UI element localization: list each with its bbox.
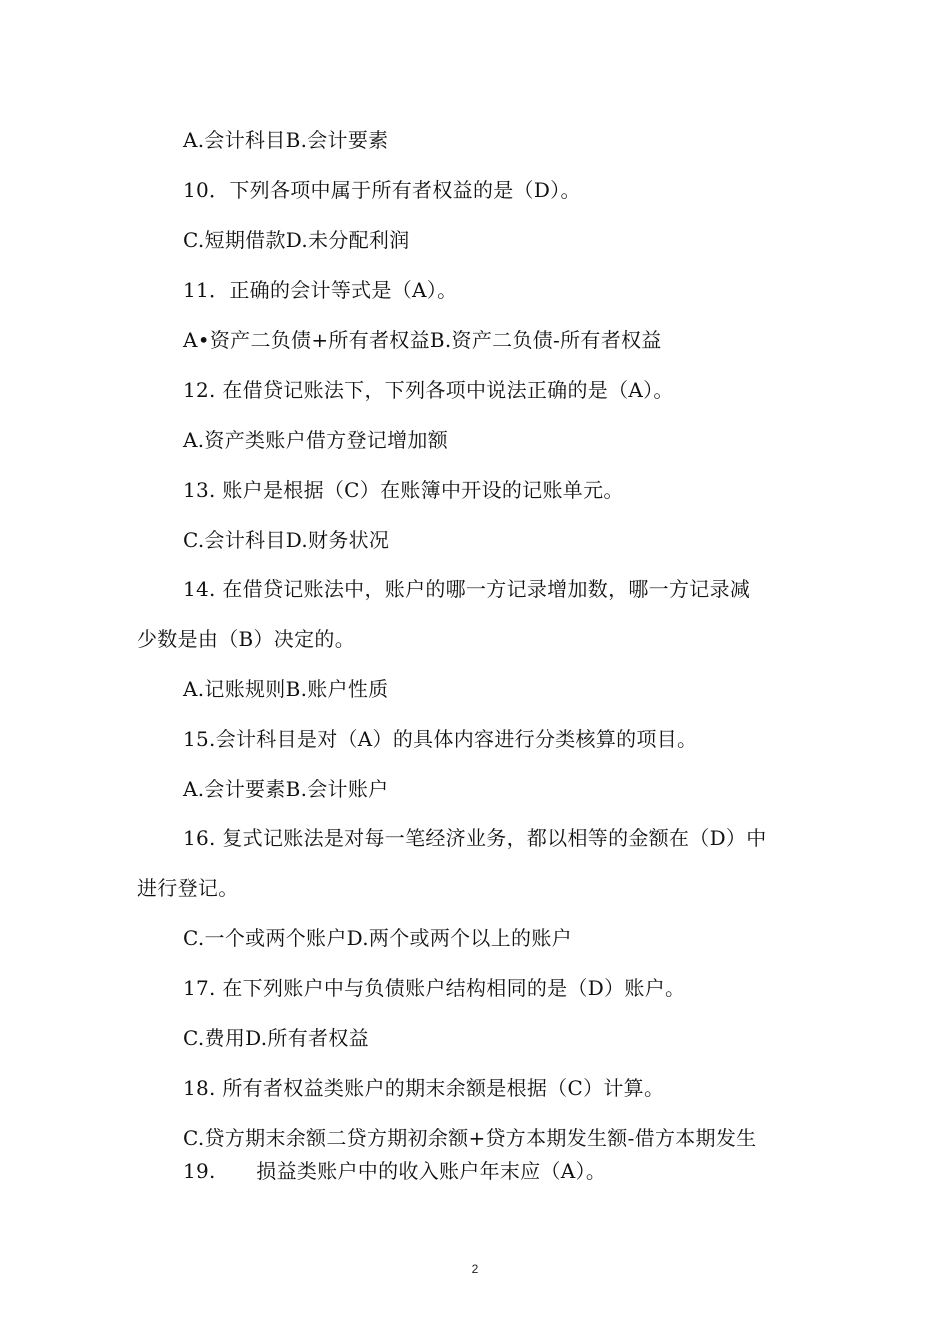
question-16-continued: 进行登记。 [137,876,239,900]
text-line: C.一个或两个账户D.两个或两个以上的账户 [183,926,572,950]
question-16: 16. 复式记账法是对每一笔经济业务，都以相等的金额在（D）中 [183,826,767,850]
text-line: A.会计要素B.会计账户 [183,777,389,801]
question-14: 14. 在借贷记账法中，账户的哪一方记录增加数，哪一方记录减 [183,577,751,601]
question-13: 13. 账户是根据（C）在账簿中开设的记账单元。 [183,478,624,502]
text-line: A.记账规则B.账户性质 [183,677,389,701]
text-line: A.会计科目B.会计要素 [183,128,389,152]
text-line: C.会计科目D.财务状况 [183,528,390,552]
question-18: 18. 所有者权益类账户的期末余额是根据（C）计算。 [183,1076,665,1100]
text-line: C.短期借款D.未分配利润 [183,228,410,252]
question-17: 17. 在下列账户中与负债账户结构相同的是（D）账户。 [183,976,686,1000]
text-line: A•资产二负债+所有者权益B.资产二负债-所有者权益 [183,328,662,352]
question-14-continued: 少数是由（B）决定的。 [137,627,355,651]
question-19: 19. 损益类账户中的收入账户年末应（A）。 [183,1159,607,1183]
text-line: C.贷方期末余额二贷方期初余额+贷方本期发生额-借方本期发生 [183,1126,757,1150]
question-15: 15.会计科目是对（A）的具体内容进行分类核算的项目。 [183,727,698,751]
text-line: A.资产类账户借方登记增加额 [183,428,449,452]
question-10: 10．下列各项中属于所有者权益的是（D）。 [183,178,581,202]
page-number: 2 [471,1262,479,1276]
question-12: 12. 在借贷记账法下，下列各项中说法正确的是（A）。 [183,378,674,402]
question-11: 11．正确的会计等式是（A）。 [183,278,458,302]
text-line: C.费用D.所有者权益 [183,1026,369,1050]
